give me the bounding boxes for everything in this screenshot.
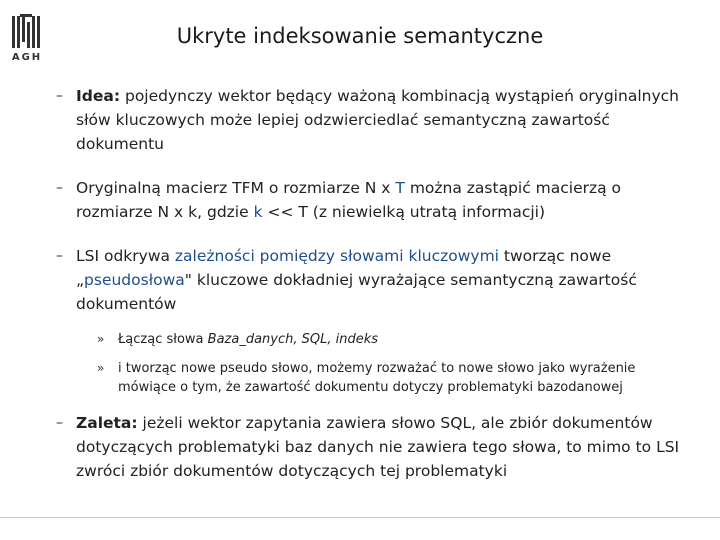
lsi-text-2: tworząc nowe „ <box>76 247 612 289</box>
bullet-advantage <box>36 411 696 483</box>
sub2-text: i tworząc nowe pseudo słowo, możemy rozważać to nowe słowo jako wyrażenie mówiące o tym, że zawartość dokumentu dotyczy problematyki bazodanowej <box>118 361 636 395</box>
sub-bullet-mark: » <box>97 361 105 375</box>
bullet-dash: – <box>56 415 63 431</box>
bullet-tfm <box>36 176 696 224</box>
bullet-dash: – <box>56 248 63 264</box>
sub1-italic: Baza_danych, SQL, indeks <box>207 332 379 347</box>
sub-bullet-pseudo <box>36 359 696 397</box>
bullet-list <box>36 84 696 483</box>
bullet-dash: – <box>56 88 63 104</box>
sub-bullet-mark: » <box>97 332 105 346</box>
idea-text: pojedynczy wektor będący ważoną kombinacją wystąpień oryginalnych słów kluczowych może lepiej odzwierciedlać semantyczną zawartość dokumentu <box>76 87 679 153</box>
bullet-idea <box>36 84 696 156</box>
page-title: Ukryte indeksowanie semantyczne <box>176 24 544 48</box>
logo-text: AGH <box>11 52 43 63</box>
sub1-text: Łącząc słowa <box>118 332 208 347</box>
tfm-text-3: << T (z niewielką utratą informacji) <box>262 203 545 221</box>
lsi-text-1: LSI odkrywa <box>76 247 175 265</box>
tfm-text-2: można zastąpić macierzą o rozmiarze N x k, gdzie <box>76 179 622 221</box>
footer-divider <box>0 517 720 518</box>
idea-label: Idea: <box>76 87 121 105</box>
advantage-label: Zaleta: <box>76 414 138 432</box>
bullet-dash: – <box>56 180 63 196</box>
tfm-t: T <box>395 179 405 197</box>
bullet-lsi <box>36 244 696 316</box>
tfm-text-1: Oryginalną macierz TFM o rozmiarze N x <box>76 179 396 197</box>
tfm-k: k <box>253 203 263 221</box>
lsi-highlight-1: zależności pomiędzy słowami kluczowymi <box>174 247 499 265</box>
lsi-text-3: " kluczowe dokładniej wyrażające semantyczną zawartość dokumentów <box>76 271 637 313</box>
lsi-highlight-2: pseudosłowa <box>84 271 185 289</box>
sub-bullet-combine <box>36 330 696 349</box>
advantage-text: jeżeli wektor zapytania zawiera słowo SQL, ale zbiór dokumentów dotyczących problematyki baz danych nie zawiera tego słowa, to mimo to LSI zwróci zbiór dokumentów dotyczących tej problematyki <box>76 414 680 480</box>
